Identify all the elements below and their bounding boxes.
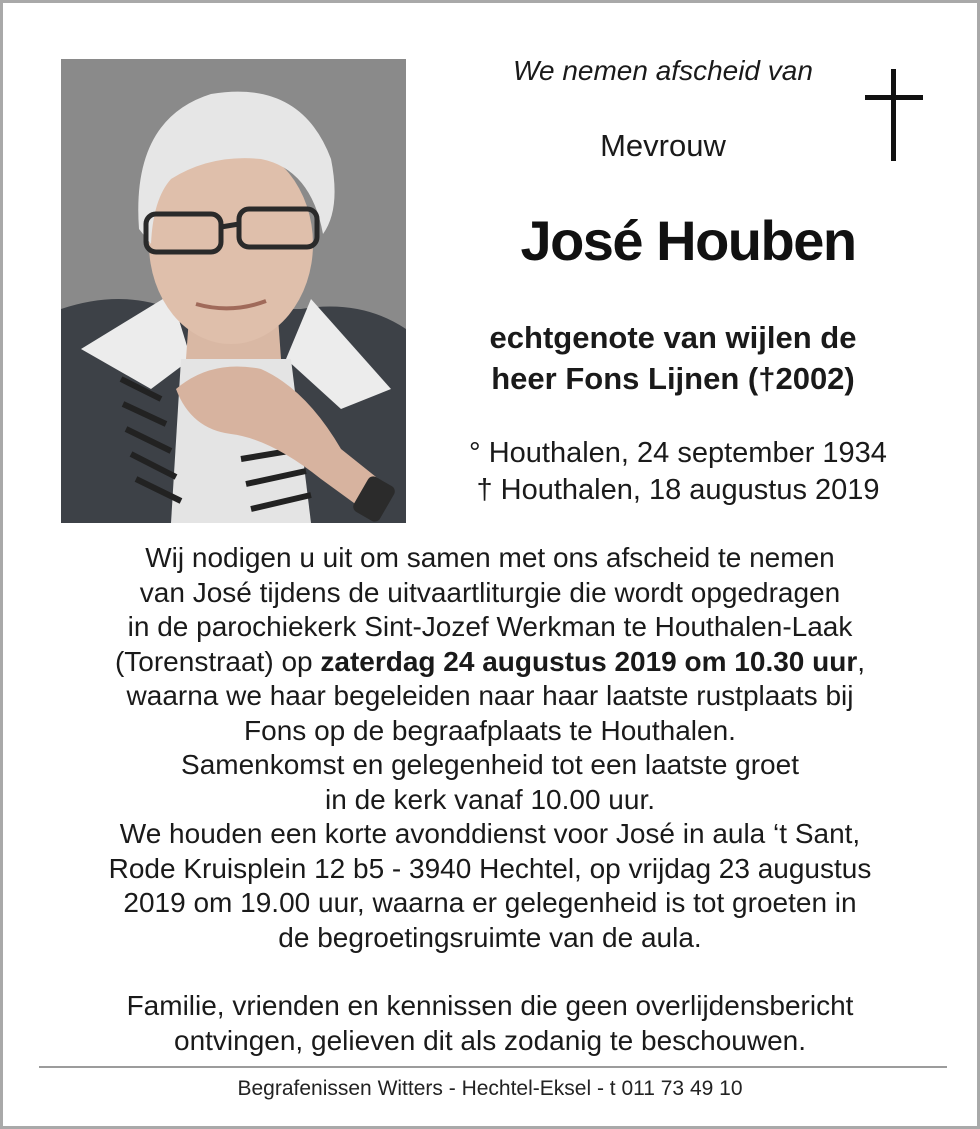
ceremony-datetime: zaterdag 24 augustus 2019 om 10.30 uur xyxy=(320,645,858,677)
invitation-line: in de parochiekerk Sint-Jozef Werkman te Houthalen-Laak xyxy=(127,611,853,642)
invitation-line: Fons op de begraafplaats te Houthalen. xyxy=(244,714,736,746)
invitation-line: 2019 om 19.00 uur, waarna er gelegenheid is tot groeten in xyxy=(123,887,857,918)
invitation-line: in de kerk vanaf 10.00 uur. xyxy=(325,783,655,815)
closing-line: ontvingen, gelieven dit als zodanig te beschouwen. xyxy=(174,1024,806,1056)
spouse-line-2: heer Fons Lijnen (†2002) xyxy=(491,361,855,396)
divider xyxy=(39,1066,947,1068)
deceased-name: José Houben xyxy=(520,209,856,272)
honorific: Mevrouw xyxy=(600,128,726,163)
invitation-line: We houden een korte avonddienst voor José in aula ‘t Sant, xyxy=(119,818,861,849)
invitation-line: Samenkomst en gelegenheid tot een laatste groet xyxy=(181,749,799,780)
portrait-photo xyxy=(61,59,406,523)
portrait-illustration xyxy=(61,59,406,523)
cross-icon xyxy=(865,69,923,161)
invitation-line: van José tijdens de uitvaartliturgie die wordt opgedragen xyxy=(139,576,841,608)
invitation-line-pre: (Torenstraat) op xyxy=(114,645,321,677)
spouse-line-1: echtgenote van wijlen de xyxy=(489,320,857,355)
life-dates xyxy=(423,435,933,509)
intro-text: We nemen afscheid van xyxy=(513,55,813,86)
spouse-info xyxy=(433,317,913,399)
invitation-line: de begroetingsruimte van de aula. xyxy=(278,921,702,953)
invitation-line: waarna we haar begeleiden naar haar laatste rustplaats bij xyxy=(126,680,854,711)
invitation-line: Wij nodigen u uit om samen met ons afscheid te nemen xyxy=(145,542,835,573)
invitation-line: Rode Kruisplein 12 b5 - 3940 Hechtel, op vrijdag 23 augustus xyxy=(108,852,872,884)
invitation-text xyxy=(33,541,947,955)
death-date: † Houthalen, 18 augustus 2019 xyxy=(476,474,880,506)
invitation-line-post: , xyxy=(857,645,866,677)
funeral-home-footer: Begrafenissen Witters - Hechtel-Eksel - t 011 73 49 10 xyxy=(237,1077,743,1100)
invitation-line xyxy=(33,645,947,680)
closing-line: Familie, vrienden en kennissen die geen overlijdensbericht xyxy=(126,990,854,1021)
birth-date: ° Houthalen, 24 september 1934 xyxy=(469,437,887,469)
closing-text xyxy=(33,989,947,1058)
